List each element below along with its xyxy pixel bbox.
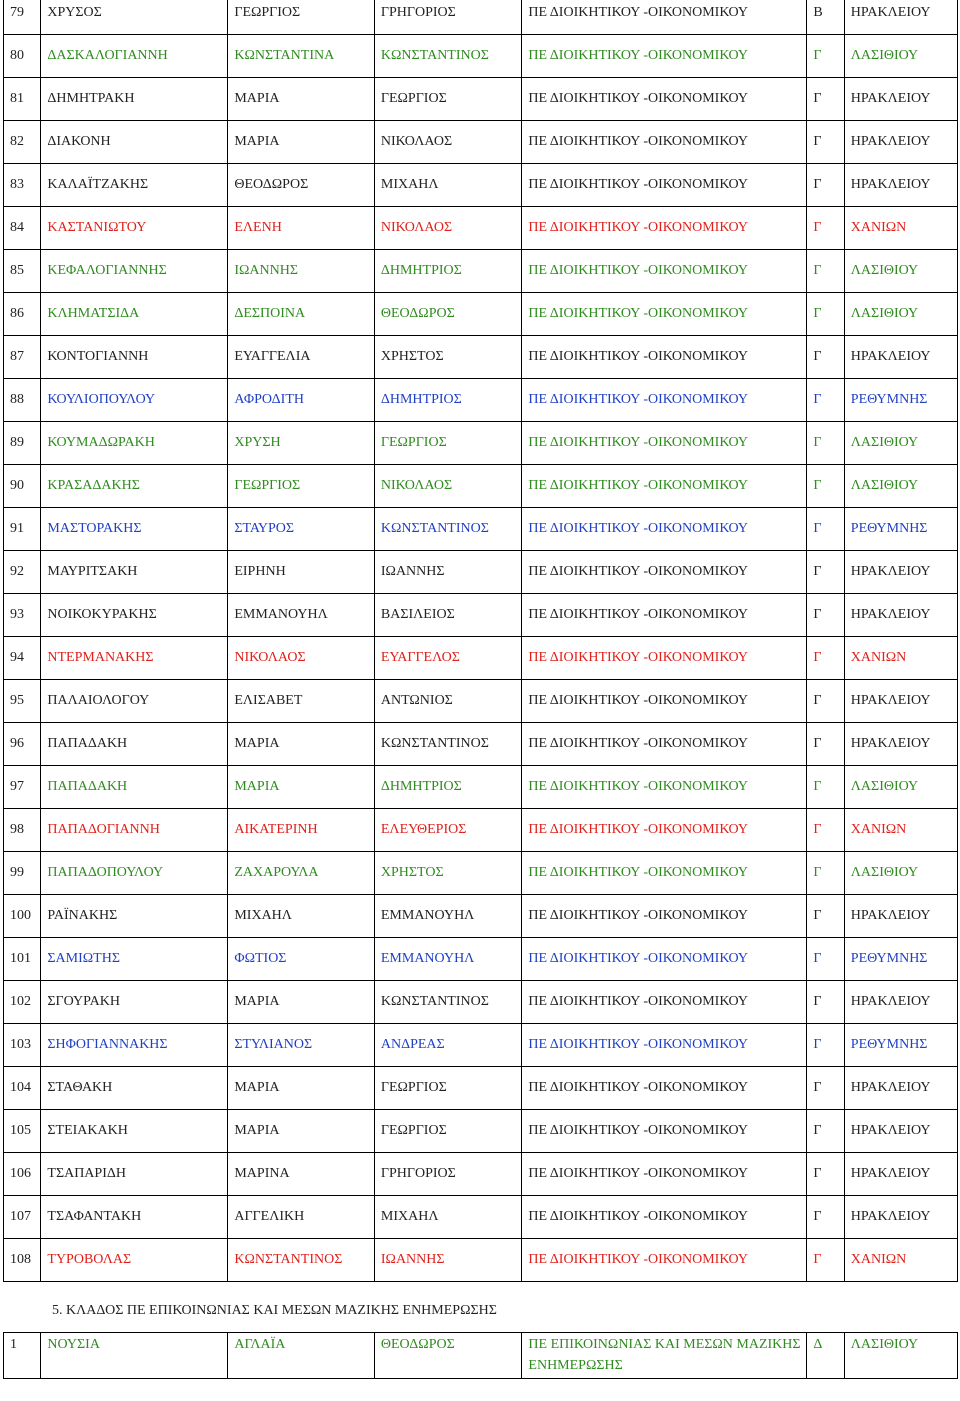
father-name-cell: ΕΜΜΑΝΟΥΗΛ xyxy=(374,895,522,938)
table-row xyxy=(4,250,958,293)
section-table xyxy=(3,1332,958,1379)
region-cell: ΧΑΝΙΩΝ xyxy=(844,809,957,852)
branch-cell: ΠΕ ΔΙΟΙΚΗΤΙΚΟΥ -ΟΙΚΟΝΟΜΙΚΟΥ xyxy=(522,35,807,78)
region-cell: ΛΑΣΙΘΙΟΥ xyxy=(844,293,957,336)
first-name-cell: ΜΑΡΙΑ xyxy=(228,1067,375,1110)
father-name-cell: ΜΙΧΑΗΛ xyxy=(374,1196,522,1239)
row-number: 108 xyxy=(4,1239,41,1282)
table-row xyxy=(4,121,958,164)
first-name-cell: ΓΕΩΡΓΙΟΣ xyxy=(228,465,375,508)
table-row xyxy=(4,379,958,422)
region-cell: ΛΑΣΙΘΙΟΥ xyxy=(844,250,957,293)
table-row xyxy=(4,1196,958,1239)
branch-cell: ΠΕ ΔΙΟΙΚΗΤΙΚΟΥ -ΟΙΚΟΝΟΜΙΚΟΥ xyxy=(522,78,807,121)
region-cell: ΗΡΑΚΛΕΙΟΥ xyxy=(844,164,957,207)
region-cell: ΡΕΘΥΜΝΗΣ xyxy=(844,1024,957,1067)
grade-cell: Γ xyxy=(807,1024,844,1067)
region-cell: ΡΕΘΥΜΝΗΣ xyxy=(844,938,957,981)
grade-cell: Γ xyxy=(807,78,844,121)
table-row xyxy=(4,164,958,207)
surname-cell: ΠΑΠΑΔΟΓΙΑΝΝΗ xyxy=(41,809,228,852)
first-name-cell: ΓΕΩΡΓΙΟΣ xyxy=(228,0,375,35)
row-number: 94 xyxy=(4,637,41,680)
father-name-cell: ΕΜΜΑΝΟΥΗΛ xyxy=(374,938,522,981)
grade-cell: Γ xyxy=(807,1196,844,1239)
grade-cell: Γ xyxy=(807,1110,844,1153)
surname-cell: ΠΑΠΑΔΟΠΟΥΛΟΥ xyxy=(41,852,228,895)
branch-cell: ΠΕ ΔΙΟΙΚΗΤΙΚΟΥ -ΟΙΚΟΝΟΜΙΚΟΥ xyxy=(522,293,807,336)
row-number: 84 xyxy=(4,207,41,250)
first-name-cell: ΣΤΥΛΙΑΝΟΣ xyxy=(228,1024,375,1067)
grade-cell: Γ xyxy=(807,465,844,508)
region-cell: ΛΑΣΙΘΙΟΥ xyxy=(844,1333,957,1379)
grade-cell: Γ xyxy=(807,809,844,852)
grade-cell: Γ xyxy=(807,121,844,164)
grade-cell: Γ xyxy=(807,1067,844,1110)
branch-cell: ΠΕ ΔΙΟΙΚΗΤΙΚΟΥ -ΟΙΚΟΝΟΜΙΚΟΥ xyxy=(522,1153,807,1196)
father-name-cell: ΙΩΑΝΝΗΣ xyxy=(374,551,522,594)
first-name-cell: ΚΩΝΣΤΑΝΤΙΝΟΣ xyxy=(228,1239,375,1282)
branch-cell: ΠΕ ΔΙΟΙΚΗΤΙΚΟΥ -ΟΙΚΟΝΟΜΙΚΟΥ xyxy=(522,336,807,379)
table-row xyxy=(4,938,958,981)
region-cell: ΗΡΑΚΛΕΙΟΥ xyxy=(844,1067,957,1110)
surname-cell: ΣΗΦΟΓΙΑΝΝΑΚΗΣ xyxy=(41,1024,228,1067)
table-row xyxy=(4,35,958,78)
father-name-cell: ΜΙΧΑΗΛ xyxy=(374,164,522,207)
father-name-cell: ΝΙΚΟΛΑΟΣ xyxy=(374,207,522,250)
region-cell: ΗΡΑΚΛΕΙΟΥ xyxy=(844,1153,957,1196)
surname-cell: ΤΥΡΟΒΟΛΑΣ xyxy=(41,1239,228,1282)
table-row xyxy=(4,766,958,809)
row-number: 83 xyxy=(4,164,41,207)
table-row xyxy=(4,637,958,680)
row-number: 90 xyxy=(4,465,41,508)
father-name-cell: ΓΡΗΓΟΡΙΟΣ xyxy=(374,1153,522,1196)
branch-cell: ΠΕ ΔΙΟΙΚΗΤΙΚΟΥ -ΟΙΚΟΝΟΜΙΚΟΥ xyxy=(522,852,807,895)
branch-cell: ΠΕ ΔΙΟΙΚΗΤΙΚΟΥ -ΟΙΚΟΝΟΜΙΚΟΥ xyxy=(522,1196,807,1239)
table-row xyxy=(4,0,958,35)
table-row xyxy=(4,1024,958,1067)
region-cell: ΡΕΘΥΜΝΗΣ xyxy=(844,508,957,551)
grade-cell: Γ xyxy=(807,551,844,594)
row-number: 81 xyxy=(4,78,41,121)
region-cell: ΧΑΝΙΩΝ xyxy=(844,1239,957,1282)
region-cell: ΛΑΣΙΘΙΟΥ xyxy=(844,35,957,78)
table-row xyxy=(4,551,958,594)
grade-cell: Γ xyxy=(807,250,844,293)
row-number: 98 xyxy=(4,809,41,852)
father-name-cell: ΔΗΜΗΤΡΙΟΣ xyxy=(374,379,522,422)
surname-cell: ΤΣΑΦΑΝΤΑΚΗ xyxy=(41,1196,228,1239)
first-name-cell: ΑΓΛΑΪΑ xyxy=(228,1333,375,1379)
surname-cell: ΠΑΛΑΙΟΛΟΓΟΥ xyxy=(41,680,228,723)
branch-cell: ΠΕ ΔΙΟΙΚΗΤΙΚΟΥ -ΟΙΚΟΝΟΜΙΚΟΥ xyxy=(522,680,807,723)
row-number: 107 xyxy=(4,1196,41,1239)
branch-cell: ΠΕ ΕΠΙΚΟΙΝΩΝΙΑΣ ΚΑΙ ΜΕΣΩΝ ΜΑΖΙΚΗΣ ΕΝΗΜΕΡΩΣΗΣ xyxy=(522,1333,807,1379)
section-heading: 5. ΚΛΑΔΟΣ ΠΕ ΕΠΙΚΟΙΝΩΝΙΑΣ ΚΑΙ ΜΕΣΩΝ ΜΑΖΙΚΗΣ ΕΝΗΜΕΡΩΣΗΣ xyxy=(52,1303,497,1318)
region-cell: ΗΡΑΚΛΕΙΟΥ xyxy=(844,723,957,766)
surname-cell: ΣΓΟΥΡΑΚΗ xyxy=(41,981,228,1024)
row-number: 95 xyxy=(4,680,41,723)
surname-cell: ΚΕΦΑΛΟΓΙΑΝΝΗΣ xyxy=(41,250,228,293)
grade-cell: Γ xyxy=(807,766,844,809)
first-name-cell: ΜΙΧΑΗΛ xyxy=(228,895,375,938)
branch-cell: ΠΕ ΔΙΟΙΚΗΤΙΚΟΥ -ΟΙΚΟΝΟΜΙΚΟΥ xyxy=(522,1110,807,1153)
first-name-cell: ΝΙΚΟΛΑΟΣ xyxy=(228,637,375,680)
row-number: 1 xyxy=(4,1333,41,1379)
first-name-cell: ΜΑΡΙΝΑ xyxy=(228,1153,375,1196)
region-cell: ΛΑΣΙΘΙΟΥ xyxy=(844,465,957,508)
grade-cell: Γ xyxy=(807,680,844,723)
branch-cell: ΠΕ ΔΙΟΙΚΗΤΙΚΟΥ -ΟΙΚΟΝΟΜΙΚΟΥ xyxy=(522,1024,807,1067)
branch-cell: ΠΕ ΔΙΟΙΚΗΤΙΚΟΥ -ΟΙΚΟΝΟΜΙΚΟΥ xyxy=(522,895,807,938)
row-number: 92 xyxy=(4,551,41,594)
row-number: 99 xyxy=(4,852,41,895)
region-cell: ΧΑΝΙΩΝ xyxy=(844,637,957,680)
table-row xyxy=(4,422,958,465)
father-name-cell: ΓΕΩΡΓΙΟΣ xyxy=(374,78,522,121)
grade-cell: Γ xyxy=(807,35,844,78)
row-number: 79 xyxy=(4,0,41,35)
table-row xyxy=(4,723,958,766)
branch-cell: ΠΕ ΔΙΟΙΚΗΤΙΚΟΥ -ΟΙΚΟΝΟΜΙΚΟΥ xyxy=(522,1067,807,1110)
table-row xyxy=(4,1067,958,1110)
region-cell: ΗΡΑΚΛΕΙΟΥ xyxy=(844,895,957,938)
first-name-cell: ΕΜΜΑΝΟΥΗΛ xyxy=(228,594,375,637)
region-cell: ΛΑΣΙΘΙΟΥ xyxy=(844,422,957,465)
father-name-cell: ΓΕΩΡΓΙΟΣ xyxy=(374,1110,522,1153)
section-table-body xyxy=(4,1333,958,1379)
father-name-cell: ΙΩΑΝΝΗΣ xyxy=(374,1239,522,1282)
surname-cell: ΚΟΝΤΟΓΙΑΝΝΗ xyxy=(41,336,228,379)
surname-cell: ΜΑΣΤΟΡΑΚΗΣ xyxy=(41,508,228,551)
branch-cell: ΠΕ ΔΙΟΙΚΗΤΙΚΟΥ -ΟΙΚΟΝΟΜΙΚΟΥ xyxy=(522,1239,807,1282)
father-name-cell: ΓΕΩΡΓΙΟΣ xyxy=(374,422,522,465)
grade-cell: Γ xyxy=(807,1239,844,1282)
first-name-cell: ΦΩΤΙΟΣ xyxy=(228,938,375,981)
surname-cell: ΚΟΥΜΑΔΩΡΑΚΗ xyxy=(41,422,228,465)
row-number: 101 xyxy=(4,938,41,981)
grade-cell: Γ xyxy=(807,422,844,465)
father-name-cell: ΑΝΔΡΕΑΣ xyxy=(374,1024,522,1067)
surname-cell: ΡΑΪΝΑΚΗΣ xyxy=(41,895,228,938)
region-cell: ΗΡΑΚΛΕΙΟΥ xyxy=(844,336,957,379)
branch-cell: ΠΕ ΔΙΟΙΚΗΤΙΚΟΥ -ΟΙΚΟΝΟΜΙΚΟΥ xyxy=(522,422,807,465)
region-cell: ΗΡΑΚΛΕΙΟΥ xyxy=(844,78,957,121)
surname-cell: ΚΑΣΤΑΝΙΩΤΟΥ xyxy=(41,207,228,250)
surname-cell: ΣΤΑΘΑΚΗ xyxy=(41,1067,228,1110)
father-name-cell: ΕΥΑΓΓΕΛΟΣ xyxy=(374,637,522,680)
table-row xyxy=(4,78,958,121)
father-name-cell: ΕΛΕΥΘΕΡΙΟΣ xyxy=(374,809,522,852)
grade-cell: Γ xyxy=(807,637,844,680)
first-name-cell: ΑΦΡΟΔΙΤΗ xyxy=(228,379,375,422)
first-name-cell: ΙΩΑΝΝΗΣ xyxy=(228,250,375,293)
surname-cell: ΔΙΑΚΟΝΗ xyxy=(41,121,228,164)
father-name-cell: ΓΕΩΡΓΙΟΣ xyxy=(374,1067,522,1110)
father-name-cell: ΝΙΚΟΛΑΟΣ xyxy=(374,465,522,508)
grade-cell: Γ xyxy=(807,938,844,981)
region-cell: ΗΡΑΚΛΕΙΟΥ xyxy=(844,121,957,164)
branch-cell: ΠΕ ΔΙΟΙΚΗΤΙΚΟΥ -ΟΙΚΟΝΟΜΙΚΟΥ xyxy=(522,981,807,1024)
father-name-cell: ΘΕΟΔΩΡΟΣ xyxy=(374,293,522,336)
father-name-cell: ΘΕΟΔΩΡΟΣ xyxy=(374,1333,522,1379)
table-row xyxy=(4,293,958,336)
table-row xyxy=(4,809,958,852)
surname-cell: ΝΤΕΡΜΑΝΑΚΗΣ xyxy=(41,637,228,680)
row-number: 96 xyxy=(4,723,41,766)
table-row xyxy=(4,508,958,551)
branch-cell: ΠΕ ΔΙΟΙΚΗΤΙΚΟΥ -ΟΙΚΟΝΟΜΙΚΟΥ xyxy=(522,551,807,594)
grade-cell: Γ xyxy=(807,1153,844,1196)
region-cell: ΗΡΑΚΛΕΙΟΥ xyxy=(844,680,957,723)
row-number: 106 xyxy=(4,1153,41,1196)
father-name-cell: ΧΡΗΣΤΟΣ xyxy=(374,336,522,379)
table-row xyxy=(4,680,958,723)
surname-cell: ΜΑΥΡΙΤΣΑΚΗ xyxy=(41,551,228,594)
first-name-cell: ΣΤΑΥΡΟΣ xyxy=(228,508,375,551)
father-name-cell: ΑΝΤΩΝΙΟΣ xyxy=(374,680,522,723)
row-number: 88 xyxy=(4,379,41,422)
father-name-cell: ΚΩΝΣΤΑΝΤΙΝΟΣ xyxy=(374,508,522,551)
father-name-cell: ΧΡΗΣΤΟΣ xyxy=(374,852,522,895)
branch-cell: ΠΕ ΔΙΟΙΚΗΤΙΚΟΥ -ΟΙΚΟΝΟΜΙΚΟΥ xyxy=(522,637,807,680)
first-name-cell: ΑΓΓΕΛΙΚΗ xyxy=(228,1196,375,1239)
first-name-cell: ΜΑΡΙΑ xyxy=(228,981,375,1024)
surname-cell: ΣΤΕΙΑΚΑΚΗ xyxy=(41,1110,228,1153)
branch-cell: ΠΕ ΔΙΟΙΚΗΤΙΚΟΥ -ΟΙΚΟΝΟΜΙΚΟΥ xyxy=(522,938,807,981)
personnel-table xyxy=(3,0,958,1282)
row-number: 82 xyxy=(4,121,41,164)
row-number: 105 xyxy=(4,1110,41,1153)
surname-cell: ΝΟΙΚΟΚΥΡΑΚΗΣ xyxy=(41,594,228,637)
row-number: 91 xyxy=(4,508,41,551)
first-name-cell: ΜΑΡΙΑ xyxy=(228,1110,375,1153)
row-number: 86 xyxy=(4,293,41,336)
branch-cell: ΠΕ ΔΙΟΙΚΗΤΙΚΟΥ -ΟΙΚΟΝΟΜΙΚΟΥ xyxy=(522,465,807,508)
first-name-cell: ΧΡΥΣΗ xyxy=(228,422,375,465)
region-cell: ΧΑΝΙΩΝ xyxy=(844,207,957,250)
table-row xyxy=(4,207,958,250)
grade-cell: Γ xyxy=(807,508,844,551)
personnel-table-body xyxy=(4,0,958,1282)
father-name-cell: ΝΙΚΟΛΑΟΣ xyxy=(374,121,522,164)
grade-cell: Γ xyxy=(807,981,844,1024)
first-name-cell: ΕΛΙΣΑΒΕΤ xyxy=(228,680,375,723)
first-name-cell: ΕΥΑΓΓΕΛΙΑ xyxy=(228,336,375,379)
grade-cell: Γ xyxy=(807,594,844,637)
table-row xyxy=(4,336,958,379)
grade-cell: Γ xyxy=(807,336,844,379)
row-number: 80 xyxy=(4,35,41,78)
branch-cell: ΠΕ ΔΙΟΙΚΗΤΙΚΟΥ -ΟΙΚΟΝΟΜΙΚΟΥ xyxy=(522,766,807,809)
branch-cell: ΠΕ ΔΙΟΙΚΗΤΙΚΟΥ -ΟΙΚΟΝΟΜΙΚΟΥ xyxy=(522,379,807,422)
first-name-cell: ΜΑΡΙΑ xyxy=(228,78,375,121)
surname-cell: ΝΟΥΣΙΑ xyxy=(41,1333,228,1379)
father-name-cell: ΒΑΣΙΛΕΙΟΣ xyxy=(374,594,522,637)
region-cell: ΗΡΑΚΛΕΙΟΥ xyxy=(844,0,957,35)
row-number: 97 xyxy=(4,766,41,809)
table-row xyxy=(4,1153,958,1196)
branch-cell: ΠΕ ΔΙΟΙΚΗΤΙΚΟΥ -ΟΙΚΟΝΟΜΙΚΟΥ xyxy=(522,594,807,637)
table-row xyxy=(4,1333,958,1379)
branch-cell: ΠΕ ΔΙΟΙΚΗΤΙΚΟΥ -ΟΙΚΟΝΟΜΙΚΟΥ xyxy=(522,250,807,293)
table-row xyxy=(4,1239,958,1282)
branch-cell: ΠΕ ΔΙΟΙΚΗΤΙΚΟΥ -ΟΙΚΟΝΟΜΙΚΟΥ xyxy=(522,508,807,551)
row-number: 103 xyxy=(4,1024,41,1067)
father-name-cell: ΚΩΝΣΤΑΝΤΙΝΟΣ xyxy=(374,35,522,78)
surname-cell: ΚΛΗΜΑΤΣΙΔΑ xyxy=(41,293,228,336)
first-name-cell: ΔΕΣΠΟΙΝΑ xyxy=(228,293,375,336)
grade-cell: Γ xyxy=(807,164,844,207)
region-cell: ΗΡΑΚΛΕΙΟΥ xyxy=(844,551,957,594)
branch-cell: ΠΕ ΔΙΟΙΚΗΤΙΚΟΥ -ΟΙΚΟΝΟΜΙΚΟΥ xyxy=(522,207,807,250)
region-cell: ΗΡΑΚΛΕΙΟΥ xyxy=(844,1110,957,1153)
first-name-cell: ΖΑΧΑΡΟΥΛΑ xyxy=(228,852,375,895)
row-number: 93 xyxy=(4,594,41,637)
father-name-cell: ΔΗΜΗΤΡΙΟΣ xyxy=(374,250,522,293)
surname-cell: ΚΑΛΑΪΤΖΑΚΗΣ xyxy=(41,164,228,207)
row-number: 89 xyxy=(4,422,41,465)
father-name-cell: ΓΡΗΓΟΡΙΟΣ xyxy=(374,0,522,35)
branch-cell: ΠΕ ΔΙΟΙΚΗΤΙΚΟΥ -ΟΙΚΟΝΟΜΙΚΟΥ xyxy=(522,0,807,35)
grade-cell: Γ xyxy=(807,895,844,938)
branch-cell: ΠΕ ΔΙΟΙΚΗΤΙΚΟΥ -ΟΙΚΟΝΟΜΙΚΟΥ xyxy=(522,164,807,207)
table-row xyxy=(4,981,958,1024)
row-number: 102 xyxy=(4,981,41,1024)
first-name-cell: ΜΑΡΙΑ xyxy=(228,766,375,809)
grade-cell: Γ xyxy=(807,379,844,422)
surname-cell: ΠΑΠΑΔΑΚΗ xyxy=(41,766,228,809)
surname-cell: ΤΣΑΠΑΡΙΔΗ xyxy=(41,1153,228,1196)
grade-cell: Δ xyxy=(807,1333,844,1379)
first-name-cell: ΜΑΡΙΑ xyxy=(228,723,375,766)
row-number: 100 xyxy=(4,895,41,938)
grade-cell: Β xyxy=(807,0,844,35)
branch-cell: ΠΕ ΔΙΟΙΚΗΤΙΚΟΥ -ΟΙΚΟΝΟΜΙΚΟΥ xyxy=(522,809,807,852)
first-name-cell: ΘΕΟΔΩΡΟΣ xyxy=(228,164,375,207)
first-name-cell: ΚΩΝΣΤΑΝΤΙΝΑ xyxy=(228,35,375,78)
father-name-cell: ΚΩΝΣΤΑΝΤΙΝΟΣ xyxy=(374,723,522,766)
table-row xyxy=(4,594,958,637)
region-cell: ΛΑΣΙΘΙΟΥ xyxy=(844,852,957,895)
surname-cell: ΚΡΑΣΑΔΑΚΗΣ xyxy=(41,465,228,508)
row-number: 85 xyxy=(4,250,41,293)
surname-cell: ΔΑΣΚΑΛΟΓΙΑΝΝΗ xyxy=(41,35,228,78)
region-cell: ΛΑΣΙΘΙΟΥ xyxy=(844,766,957,809)
surname-cell: ΣΑΜΙΩΤΗΣ xyxy=(41,938,228,981)
surname-cell: ΔΗΜΗΤΡΑΚΗ xyxy=(41,78,228,121)
first-name-cell: ΑΙΚΑΤΕΡΙΝΗ xyxy=(228,809,375,852)
surname-cell: ΚΟΥΛΙΟΠΟΥΛΟΥ xyxy=(41,379,228,422)
grade-cell: Γ xyxy=(807,852,844,895)
father-name-cell: ΔΗΜΗΤΡΙΟΣ xyxy=(374,766,522,809)
surname-cell: ΠΑΠΑΔΑΚΗ xyxy=(41,723,228,766)
region-cell: ΗΡΑΚΛΕΙΟΥ xyxy=(844,1196,957,1239)
region-cell: ΡΕΘΥΜΝΗΣ xyxy=(844,379,957,422)
grade-cell: Γ xyxy=(807,207,844,250)
grade-cell: Γ xyxy=(807,723,844,766)
branch-cell: ΠΕ ΔΙΟΙΚΗΤΙΚΟΥ -ΟΙΚΟΝΟΜΙΚΟΥ xyxy=(522,723,807,766)
table-row xyxy=(4,895,958,938)
row-number: 87 xyxy=(4,336,41,379)
first-name-cell: ΕΙΡΗΝΗ xyxy=(228,551,375,594)
surname-cell: ΧΡΥΣΟΣ xyxy=(41,0,228,35)
branch-cell: ΠΕ ΔΙΟΙΚΗΤΙΚΟΥ -ΟΙΚΟΝΟΜΙΚΟΥ xyxy=(522,121,807,164)
table-row xyxy=(4,1110,958,1153)
region-cell: ΗΡΑΚΛΕΙΟΥ xyxy=(844,594,957,637)
grade-cell: Γ xyxy=(807,293,844,336)
first-name-cell: ΕΛΕΝΗ xyxy=(228,207,375,250)
table-row xyxy=(4,852,958,895)
row-number: 104 xyxy=(4,1067,41,1110)
table-row xyxy=(4,465,958,508)
father-name-cell: ΚΩΝΣΤΑΝΤΙΝΟΣ xyxy=(374,981,522,1024)
first-name-cell: ΜΑΡΙΑ xyxy=(228,121,375,164)
region-cell: ΗΡΑΚΛΕΙΟΥ xyxy=(844,981,957,1024)
